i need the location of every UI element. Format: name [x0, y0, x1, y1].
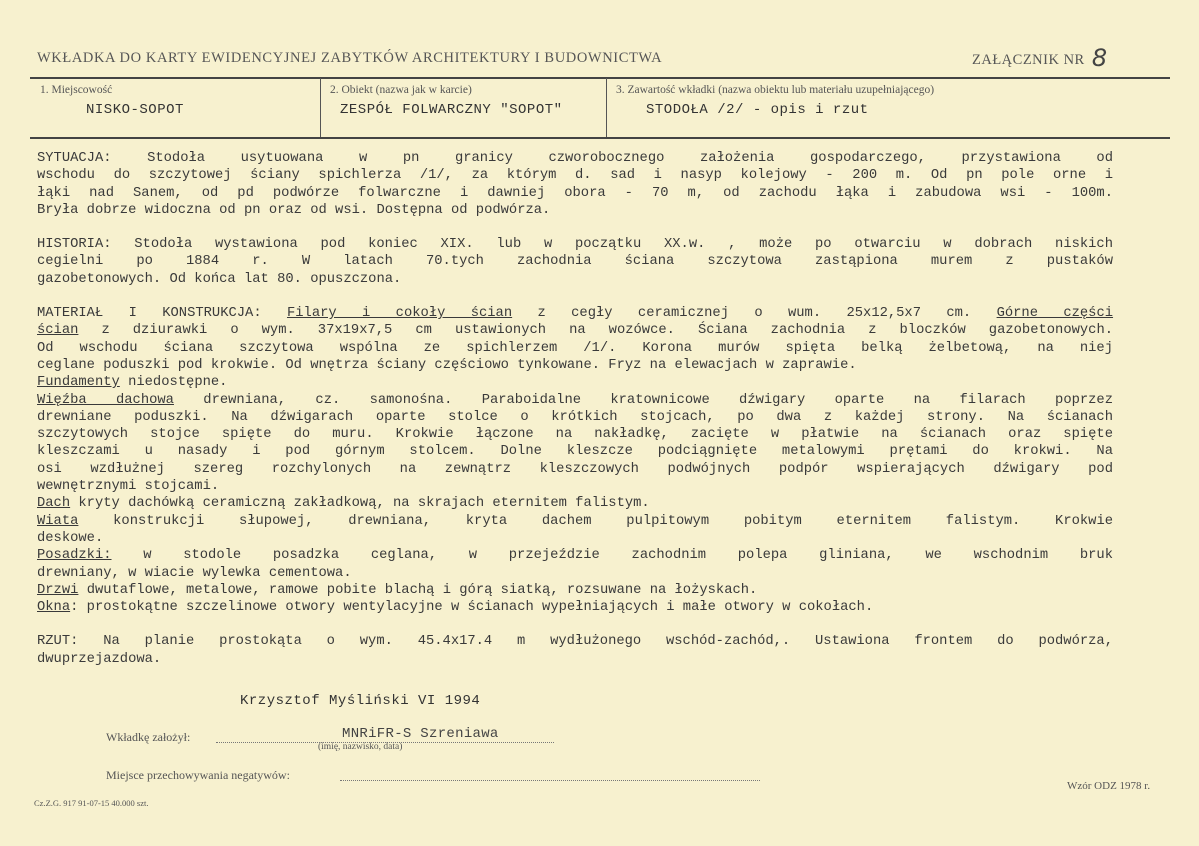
section-rzut — [37, 633, 1113, 668]
text-line: cegielni po 1884 r. W latach 70.tych zachodnia ściana szczytowa zastąpiona murem z pustaków — [37, 254, 1113, 270]
text-line: Bryła dobrze widoczna od pn oraz od wsi. Dostępna od podwórza. — [37, 202, 551, 218]
attachment-number-value: 8 — [1091, 44, 1108, 72]
underlined-term: Okna — [37, 600, 71, 616]
top-rule — [30, 77, 1170, 79]
section-material — [37, 305, 1113, 616]
form-code: Wzór ODZ 1978 r. — [1067, 780, 1151, 792]
underlined-term: Więźba dachowa — [37, 392, 174, 408]
content-label: 3. Zawartość wkładki (nazwa obiektu lub materiału uzupełniającego) — [616, 84, 935, 96]
content-value: STODOŁA /2/ - opis i rzut — [646, 102, 869, 118]
text-line: deskowe. — [37, 530, 104, 546]
text-line: drewniany, w wiacie wylewka cementowa. — [37, 565, 352, 581]
founder-value: MNRiFR-S Szreniawa — [342, 726, 499, 742]
print-code: Cz.Z.G. 917 91-07-15 40.000 szt. — [34, 798, 149, 808]
negatives-label: Miejsce przechowywania negatywów: — [106, 768, 290, 782]
section-historia — [37, 236, 1113, 288]
underlined-term: Posadzki: — [37, 548, 112, 564]
text-line — [37, 305, 1113, 322]
text-fragment: drewniana, cz. samonośna. Paraboidalne kratownicowe dźwigary oparte na filarach poprzez — [203, 392, 1113, 408]
text-line: łąki nad Sanem, od pd podwórze folwarczne i dawniej obora - 70 m, od zachodu łąka i zabudowa wsi - 100m. — [37, 185, 1113, 201]
text-line: osi wzdłużnej szereg rozchylonych na zewnątrz kleszczowych podwójnych podpór wspierających dźwigary pod — [37, 461, 1113, 477]
negatives-dotted-line — [340, 772, 760, 781]
material-heading: MATERIAŁ I KONSTRUKCJA: — [37, 306, 262, 322]
author-signature: Krzysztof Myśliński VI 1994 — [240, 693, 481, 709]
text-line — [37, 599, 1113, 616]
text-line: dwuprzejazdowa. — [37, 651, 162, 667]
column-divider — [606, 78, 607, 138]
text-line: SYTUACJA: Stodoła usytuowana w pn granicy czworobocznego założenia gospodarczego, przystawiona od — [37, 151, 1113, 166]
header-bottom-rule — [30, 137, 1170, 139]
underlined-term: Wiata — [37, 513, 79, 529]
text-line: wewnętrznymi stojcami. — [37, 479, 220, 495]
text-line: HISTORIA: Stodoła wystawiona pod koniec XIX. lub w początku XX.w. , może po otwarciu w dobrach niskich — [37, 237, 1113, 253]
object-label: 2. Obiekt (nazwa jak w karcie) — [330, 84, 472, 96]
place-value: NISKO-SOPOT — [86, 102, 184, 118]
text-line — [37, 582, 1113, 599]
text-line: wschodu do szczytowej ściany spichlerza /1/, za którym d. sad i nasyp kolejowy - 200 m. Od pn pole orne i — [37, 168, 1113, 184]
text-line — [37, 374, 1113, 391]
underlined-term: ścian — [37, 323, 79, 339]
text-fragment: niedostępne. — [128, 375, 228, 391]
text-line: szczytowych stojce spięte do muru. Krokwie łączone na nakładkę, zacięte w płatwie na ścianach oraz spięte — [37, 427, 1113, 443]
underlined-term: Górne części — [996, 306, 1114, 322]
text-fragment: : prostokątne szczelinowe otwory wentylacyjne w ścianach wypełniających i małe otwory w cokołach. — [70, 600, 874, 616]
description-body — [37, 150, 1113, 668]
column-divider — [320, 78, 321, 138]
founder-label: Wkładkę założył: — [106, 730, 191, 744]
text-line: Od wschodu ściana szczytowa wspólna ze spichlerzem /1/. Korona murów spięta belką żelbetową, na niej — [37, 340, 1113, 356]
text-line: kleszczami u nasady i pod górnym stolcem. Dolne kleszcze podciągnięte metalowymi prętami do krokwi. Na — [37, 444, 1113, 460]
text-fragment: kryty dachówką ceramiczną zakładkową, na skrajach eternitem falistym. — [78, 496, 650, 512]
text-line: drewniane poduszki. Na dźwigarach oparte stolce o krótkich stojcach, po dwa z każdej strony. Na ścianach — [37, 409, 1113, 425]
founder-sublabel: (imię, nazwisko, data) — [318, 742, 403, 752]
attachment-label: ZAŁĄCZNIK NR — [972, 52, 1085, 68]
text-fragment: dwutaflowe, metalowe, ramowe pobite blachą i górą siatką, rozsuwane na łożyskach. — [86, 582, 758, 598]
place-label: 1. Miejscowość — [40, 84, 113, 96]
section-sytuacja — [37, 150, 1113, 219]
text-fragment: w stodole posadzka ceglana, w przejeździe zachodnim polepa gliniana, we wschodnim bruk — [143, 548, 1113, 564]
underlined-term: Drzwi — [37, 582, 79, 598]
text-line — [37, 392, 1113, 409]
underlined-term: Dach — [37, 496, 71, 512]
attachment-number — [972, 44, 1108, 72]
text-line — [37, 322, 1113, 339]
text-line — [37, 513, 1113, 530]
form-title: WKŁADKA DO KARTY EWIDENCYJNEJ ZABYTKÓW ARCHITEKTURY I BUDOWNICTWA — [37, 50, 663, 66]
text-line: gazobetonowych. Od końca lat 80. opuszczona. — [37, 271, 402, 287]
text-fragment: z cegły ceramicznej o wum. 25x12,5x7 cm. — [537, 306, 972, 322]
text-line — [37, 547, 1113, 564]
underlined-term: Fundamenty — [37, 375, 120, 391]
underlined-term: Filary i cokoły ścian — [286, 306, 513, 322]
text-line — [37, 495, 1113, 512]
object-value: ZESPÓŁ FOLWARCZNY "SOPOT" — [340, 102, 563, 118]
text-line: ceglane poduszki pod krokwie. Od wnętrza ściany częściowo tynkowane. Fryz na elewacjach w zaprawie. — [37, 357, 857, 373]
text-fragment: konstrukcji słupowej, drewniana, kryta dachem pulpitowym pobitym eternitem falistym. Krokwie — [113, 513, 1114, 529]
text-fragment: z dziurawki o wym. 37x19x7,5 cm ustawionych na wozówce. Ściana zachodnia z bloczków gazobetonowych. — [101, 323, 1114, 339]
text-line: RZUT: Na planie prostokąta o wym. 45.4x17.4 m wydłużonego wschód-zachód,. Ustawiona frontem do podwórza, — [37, 634, 1113, 650]
